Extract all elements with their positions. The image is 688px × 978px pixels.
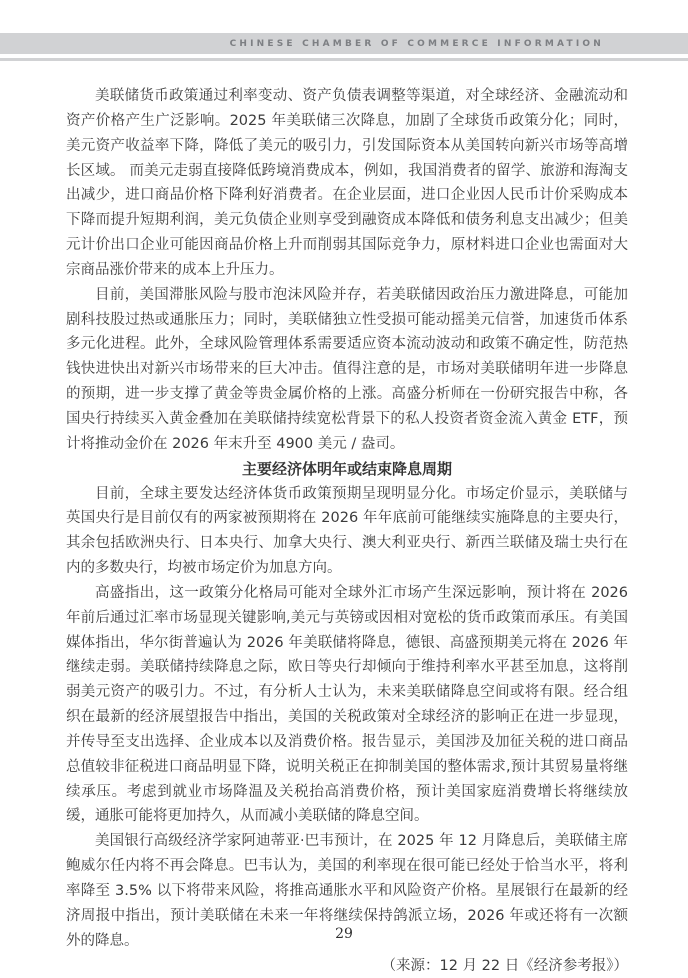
masthead-banner [0, 33, 688, 54]
section-paragraph-1: 目前，全球主要发达经济体货币政策预期呈现明显分化。市场定价显示，美联储与英国央行是目前仅有的两家被预期将在 2026 年年底前可能继续实施降息的主要央行，其余包括欧洲央行、日本央行、加拿大央行、澳大利亚央行、新西兰联储及瑞士央行在内的多数央行，均被市场定价为加息方向。 [66, 485, 628, 577]
article-body [66, 84, 628, 978]
masthead-banner-text: CHINESE CHAMBER OF COMMERCE INFORMATION [229, 38, 604, 49]
section-paragraph-3: 美国银行高级经济学家阿迪蒂亚·巴韦预计，在 2025 年 12 月降息后，美联储主席鲍威尔任内将不再会降息。巴韦认为，美国的利率现在很可能已经处于恰当水平，将利率降至 3.5% 以下将带来风险，将推高通胀水平和风险资产价格。星展银行在最新的经济周报中指出，预计美联储在未来一年将继续保持鸽派立场，2026 年或还将有一次额外的降息。 [66, 833, 628, 949]
intro-paragraph-1: 美联储货币政策通过利率变动、资产负债表调整等渠道，对全球经济、金融流动和资产价格产生广泛影响。2025 年美联储三次降息，加剧了全球货币政策分化；同时，美元资产收益率下降，降低了美元的吸引力，引发国际资本从美国转向新兴市场等高增长区域。 而美元走弱直接降低跨境消费成本，例如，我国消费者的留学、旅游和海淘支出减少，进口商品价格下降利好消费者。在企业层面，进口企业因人民币计价采购成本下降而提升短期利润，美元负债企业则享受到融资成本降低和债务利息支出减少；但美元计价出口企业可能因商品价格上升而削弱其国际竞争力，原材料进口企业也需面对大宗商品涨价带来的成本上升压力。 [66, 88, 628, 278]
section-heading: 主要经济体明年或结束降息周期 [241, 459, 452, 478]
section-paragraph-2: 高盛指出，这一政策分化格局可能对全球外汇市场产生深远影响，预计将在 2026 年前后通过汇率市场显现关键影响,美元与英镑或因相对宽松的货币政策而承压。有美国媒体指出，华尔街普遍认为 2026 年美联储将降息，德银、高盛预期美元将在 2026 年继续走弱。美联储持续降息之际，欧日等央行却倾向于维持利率水平甚至加息，这将削弱美元资产的吸引力。不过，有分析人士认为，未来美联储降息空间或将有限。经合组织在最新的经济展望报告中指出，美国的关税政策对全球经济的影响正在进一步显现，并传导至支出选择、企业成本以及消费价格。报告显示，美国涉及加征关税的进口商品总值较非征税进口商品明显下降，说明关税正在抑制美国的整体需求,预计其贸易量将继续承压。考虑到就业市场降温及关税抬高消费价格，预计美国家庭消费增长将继续放缓，通胀可能将更加持久，从而减小美联储的降息空间。 [66, 584, 628, 825]
masthead-rule [0, 58, 688, 61]
source-attribution: （来源：12 月 22 日《经济参考报》） [381, 957, 628, 974]
page-number: 29 [335, 926, 353, 942]
intro-paragraph-2: 目前，美国滞胀风险与股市泡沫风险并存，若美联储因政治压力激进降息，可能加剧科技股过热或通胀压力；同时，美联储独立性受损可能动摇美元信誉，加速货币体系多元化进程。此外，全球风险管理体系需要适应资本流动波动和政策不确定性，防范热钱快进快出对新兴市场带来的巨大冲击。值得注意的是，市场对美联储明年进一步降息的预期，进一步支撑了黄金等贵金属价格的上涨。高盛分析师在一份研究报告中称，各国央行持续买入黄金叠加在美联储持续宽松背景下的私人投资者资金流入黄金 ETF，预计将推动金价在 2026 年末升至 4900 美元 / 盎司。 [66, 286, 628, 452]
